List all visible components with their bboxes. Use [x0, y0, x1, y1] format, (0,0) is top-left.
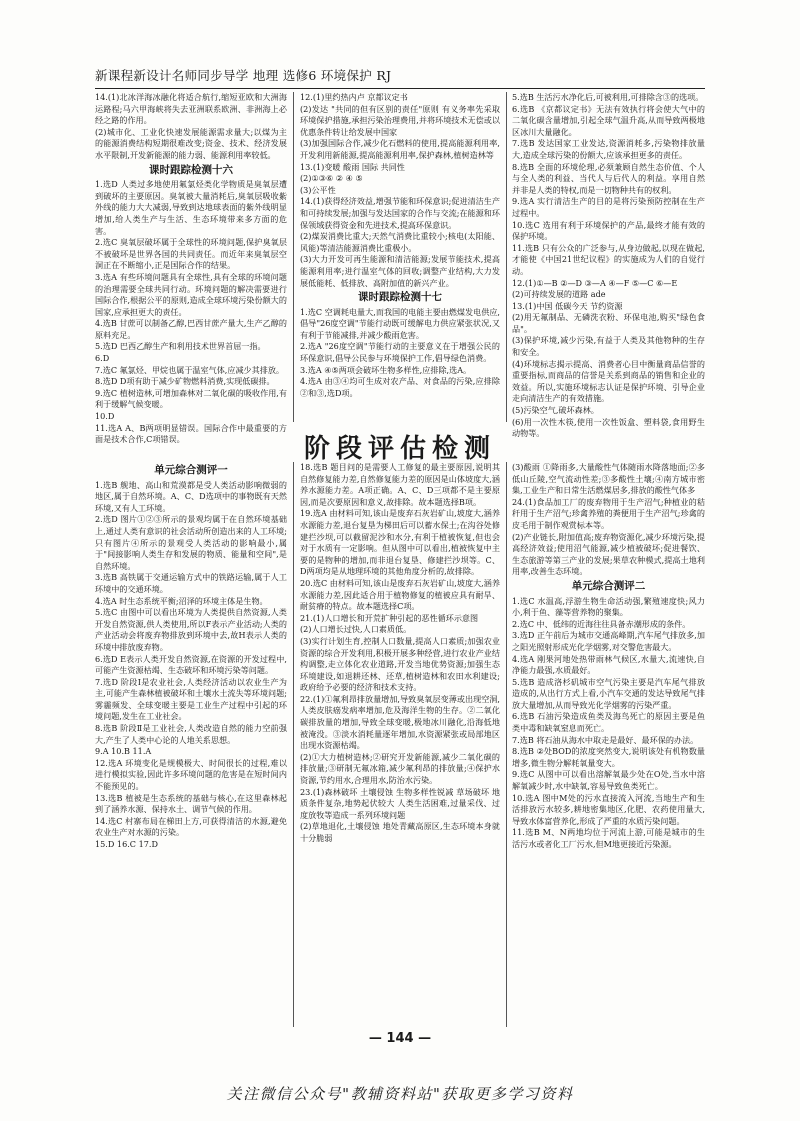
answer-item: 3.选B 高铁属于交通运输方式中的铁路运输,属于人工环境中的交通环境。 [95, 572, 287, 594]
answer-item: 11.选B M、N两地均位于河流上游,可能是城市的生活污水或者化工厂污水,但M地更接近污染源。 [512, 827, 705, 849]
answer-item: 14.选C 村寨布局在梯田上方,可获得清洁的水源,避免农业生产对水源的污染。 [95, 815, 287, 838]
answer-item: 14.(1)获得经济效益,增强节能和环保意识;促进清洁生产和可持续发展;加强与发达国家的合作与交流;在能源和环保领域获得资金和先进技术,提高环保意识。 [300, 196, 500, 230]
answer-item: 4.选A 刚果河地处热带雨林气候区,水量大,流速快,自净能力最强,水质最好。 [512, 653, 705, 676]
column-divider [293, 462, 294, 1027]
running-header: 新课程新设计名师同步导学 地理 选修6 环境保护 RJ [95, 66, 705, 89]
answer-item: (3)加强国际合作,减少化石燃料的使用,提高能源利用率,开发利用新能源,提高能源利用率,保护森林,植树造林等 [300, 138, 500, 160]
section-title: 阶段评估检测 [303, 434, 496, 464]
answer-item: 4.选A 时生态系统平衡;沼泽的环境主体是生物。 [95, 595, 268, 606]
answer-item: 3.选A 有些环境问题具有全球性,具有全球的环境问题的治理需要全球共同行动。环境问题的解决需要进行国际合作,根据公平的原则,造成全球环境污染份额大的国家,应承担更大的责任。 [95, 271, 287, 317]
answer-item: 5.选B 生活污水净化后,可被利用,可排除含③的选项。 [512, 92, 704, 102]
answer-item: 10.选C 选用有利于环境保护的产品,最终才能有效的保护环境。 [512, 219, 705, 242]
answer-item: 8.选B ②处BOD的浓度突然变大,说明该处有机物数量增多,微生物分解耗氧量变大。 [512, 746, 705, 768]
answer-item: (2)城市化、工业化快速发展能源需求量大;以煤为主的能源消费结构短期很难改变;资金、技术、经济发展水平限制,开发新能源的能力弱、能源利用率较低。 [95, 126, 287, 160]
answer-item: 5.选B 造成洛杉矶城市空气污染主要是汽车尾气排放造成的,从出行方式上看,小汽车交通的发达导致尾气排放大量增加,从而导致光化学烟雾的污染严重。 [512, 676, 705, 710]
answer-item: 2.选C 臭氧层破坏属于全球性的环境问题,保护臭氧层不被破坏是世界各国的共同责任。而近年来臭氧层空洞正在不断缩小,正是国际合作的结果。 [95, 237, 287, 271]
subsection-heading: 课时跟踪检测十六 [149, 163, 233, 176]
bottom-left-column [95, 462, 287, 1027]
answer-item: 2.选D 图片①②③所示的景观均属于在自然环境基础上,通过人类有意识的社会活动所创造出来的人工环境;只有图片④所示的景观受人类活动的影响最小,属于"间接影响人类生存和发展的物质、能量和空间",是自然环境。 [95, 514, 287, 571]
answer-item: 4.选A 由③④均可生成对农产品、对食品的污染,应排除②和③,选D项。 [300, 376, 500, 398]
answer-item: 13.选B 植被是生态系统的基础与核心,在这里森林起到了涵养水源、保持水土、调节气候的作用。 [95, 792, 287, 815]
answer-item: 10.D [95, 411, 115, 422]
answer-item: 15.D 16.C 17.D [95, 839, 158, 849]
top-middle-column [300, 92, 500, 422]
answer-item: 18.选B 题目问的是需要人工修复的最主要原因,说明其自然修复能力差,自然修复能力差的原因是山体坡度大,涵养水源能力差。A项正确。A、C、D三项都不是主要原因,而是次要原因和意义,故排除。故本题选择B项。 [300, 462, 500, 507]
answer-item: 9.选A 实行清洁生产的目的是将污染预防控制在生产过程中。 [512, 196, 705, 218]
subsection-heading: 单元综合测评一 [154, 464, 228, 476]
answer-item: 21.(1)人口增长和开荒扩种引起的恶性循环示意图 [300, 612, 479, 623]
answer-item: (2)发达 "共同的但有区别的责任"原则 有义务率先采取环境保护措施,承担污染治理费用,并将环境技术无偿或以优惠条件转让给发展中国家 [300, 103, 500, 137]
answer-item: 7.选B 将石油从海水中取走是最好、最环保的办法。 [512, 734, 699, 745]
answer-item: 24.(1)食品加工厂的废弃物用于生产沼气;种植业的秸秆用于生产沼气;珍禽养殖的粪便用于生产沼气;珍禽的皮毛用于制作观赏标本等。 [512, 496, 705, 530]
answer-item: 5.选C 由图中可以看出环境为人类提供自然资源,人类开发自然资源,供人类使用,所以F表示产业活动;人类的产业活动会将废弃物排放到环境中去,故H表示人类的环境中排放废弃物。 [95, 607, 287, 652]
answer-item: 7.选B 发达国家工业发达,资源消耗多,污染物排放量大,造成全球污染的份额大,应该承担更多的责任。 [512, 138, 705, 160]
answer-item: 9.选C 植树造林,可增加森林对二氧化碳的吸收作用,有利于缓解气候变暖。 [95, 387, 287, 410]
column-divider [293, 92, 294, 422]
answer-item: 1.选B 舰地、高山和荒漠都是受人类活动影响微弱的地区,属于自然环境。A、C、D选项中的事物既有天然环境,又有人工环境。 [95, 479, 287, 513]
answer-item: 12.选A 环境变化是规模极大、时间很长的过程,难以进行模拟实验,因此许多环境问题的危害是在短时间内不能预见的。 [95, 757, 287, 792]
answer-item: (2)煤炭消费比重大;天然气消费比重较小;核电(太阳能、风能)等清洁能源消费比重极小。 [300, 231, 500, 253]
answer-item: 1.选D 人类过多地使用氟氯烃类化学物质是臭氧层遭到破坏的主要原因。臭氧被大量消耗后,臭氧层吸收紫外线的能力大大减弱,导致到达地球表面的紫外线明显增加,给人类生产与生活、生态环境带来多方面的危害。 [95, 179, 287, 236]
page-number: — 144 — [368, 1031, 432, 1046]
answer-item: 11.选A A、B两项明显错误。国际合作中最重要的方面是技术合作,C项错误。 [95, 422, 287, 445]
answer-item: 23.(1)森林破坏 土壤侵蚀 生物多样性锐减 草场破坏 地质条件复杂,地势起伏较大 人类生活困难,过量采伐、过度放牧等造成一系列环境问题 [300, 786, 500, 820]
bottom-middle-column [300, 462, 500, 1027]
answer-item: (2)产业链长,附加值高;废弃物资源化,减少环境污染,提高经济效益;使用沼气能源,减少植被破坏;促进餐饮、生态旅游等第三产业的发展;果草农种模式,提高土地利用率,改善生态环境。 [512, 531, 705, 577]
answer-item: (4)环境标志揭示提高、消费者心目中衡量商品信誉的重要指标,而商品的信誉是关系到商品的销售和企业的效益。所以,实施环境标志认证是保护环境、引导企业走向清洁生产的有效措施。 [512, 358, 705, 404]
answer-item: (6)用一次性木筷,使用一次性饭盒、塑料袋,食用野生动物等。 [512, 416, 705, 439]
answer-item: 12.(1)①—B ②—D ③—A ④—F ⑤—C ⑥—E [512, 277, 678, 288]
answer-item: 3.选D 正午前后为城市交通高峰期,汽车尾气排放多,加之阳光照射形成光化学烟雾,对交警危害最大。 [512, 630, 705, 652]
answer-item: 2.选A "26度空调"节能行动的主要意义在于增强公民的环保意识,倡导公民参与环境保护工作,倡导绿色消费。 [300, 341, 500, 364]
answer-item: (2)可持续发展的道路 ade [512, 289, 606, 300]
answer-item: 8.选B 全面的环境伦理,必须兼顾自然生态价值、个人与全人类的利益、当代人与后代人的利益。享用自然并非是人类的特权,而是一切物种共有的权利。 [512, 161, 705, 195]
column-divider [506, 462, 507, 1027]
answer-item: 19.选A 由材料可知,该山是废弃石灰岩矿山,坡度大,涵养水源能力差,退台复垦为梯田后可以蓄水保土;在沟谷处修建拦沙坝,可以截留泥沙和水分,有利于植被恢复,但也会对于水质有一定影响。但从图中可以看出,植被恢复中主要的是物种的增加,而非退台复垦、修建拦沙坝等。C、D两项均是从地理环境的其他角度分析的,故排除。 [300, 508, 500, 577]
answer-item: (2)草地退化,土壤侵蚀 地处青藏高原区,生态环境本身就十分脆弱 [300, 821, 500, 843]
footer-note: 关注微信公众号"教辅资料站"获取更多学习资料 [226, 1085, 574, 1103]
answer-item: 9.A 10.B 11.A [95, 746, 152, 757]
answer-item: 13.(1)中国 低碳今天 节约资源 [512, 300, 623, 311]
answer-item: 14.(1)北冰洋海冰融化将适合航行,缩短亚欧和大洲海运路程;马六甲海峡将失去亚洲联系欧洲、非洲海上必经之路的作用。 [95, 92, 287, 126]
answer-item: (2)①大力植树造林;②研究开发新能源,减少二氧化碳的排放量;③研制无氟冰箱,减少氟利昂的排放量;④保护水资源,节约用水,合理用水,防治水污染。 [300, 751, 500, 786]
answer-item: (2)用无氟制品、无磷洗衣粉、环保电池,购买"绿色食品"。 [512, 312, 705, 334]
answer-item: (3)公平性 [300, 184, 336, 195]
answer-item: 7.选C 氟氯烃、甲烷也属于温室气体,应减少其排放。 [95, 364, 285, 375]
answer-item: (5)污染空气,破坏森林。 [512, 405, 599, 416]
answer-item: 6.选D E表示人类开发自然资源,在资源的开发过程中,可能产生资源枯竭、生态破坏和环境污染等问题。 [95, 653, 287, 676]
answer-item: 1.选C 水温高,浮游生物生命活动强,繁殖速度快;风力小,利于鱼、藻等营养物的聚集。 [512, 595, 705, 618]
answer-item: 13.(1)变暖 酸雨 国际 共同性 [300, 161, 405, 172]
top-left-column [95, 92, 287, 445]
answer-item: 12.(1)里约热内卢 京都议定书 [300, 92, 408, 102]
answer-item: 7.选D 阶段Ⅰ是农业社会,人类经济活动以农业生产为主,可能产生森林植被破坏和土壤水土流失等环境问题;雾霾频发、全球变暖主要是工业生产过程中引起的环境问题,发生在工业社会。 [95, 676, 287, 722]
answer-item: 10.选A 图中M处的污水直接流入河流,当地生产和生活排放污水较多,耕地密集地区,化肥、农药使用量大,导致水体富营养化,形成了严重的水质污染问题。 [512, 792, 705, 826]
answer-item: 5.选D 巴西乙醇生产和利用技术世界首屈一指。 [95, 341, 266, 352]
answer-item: (3)大力开发可再生能源和清洁能源;发展节能技术,提高能源利用率;进行温室气体的回收;调整产业结构,大力发展低能耗、低排放、高附加值的新兴产业。 [300, 254, 500, 288]
subsection-heading: 课时跟踪检测十七 [358, 291, 442, 304]
answer-item: 6.D [95, 353, 110, 364]
answer-item: 22.(1)①氟利昂排放量增加,导致臭氧层变薄或出现空洞,人类皮肤癌发病率增加,危及海洋生物的生存。②二氧化碳排放量的增加,导致全球变暖,极地冰川融化,沿海低地被淹没。③淡水消耗量逐年增加,水资源紧张或局部地区出现水资源枯竭。 [300, 693, 500, 751]
answer-item: (3)实行计划生育,控制人口数量,提高人口素质;加强农业资源的综合开发利用,积极开展多种经营,进行农业产业结构调整,走立体化农业道路,开发当地优势资源;加强生态环境建设,如退耕还林、还草,植树造林和农田水利建设;政府给予必要的经济和技术支持。 [300, 635, 500, 693]
answer-item: 6.选B 石油污染造成鱼类及海鸟死亡的原因主要是鱼类中毒和缺氧窒息而死亡。 [512, 711, 705, 734]
answer-item: 6.选B 《京都议定书》无法有效执行将会使大气中的二氧化碳含量增加,引起全球气温升高,从而导致两极地区冰川大量融化。 [512, 103, 705, 137]
answer-item: 2.选C 中、低纬的近海往往具备赤潮形成的条件。 [512, 618, 691, 629]
answer-item: (3)保护环境,减少污染,有益于人类及其他物种的生存和安全。 [512, 335, 705, 358]
answer-item: 8.选B 阶段Ⅱ是工业社会,人类改造自然的能力空前强大,产生了人类中心论的人地关系思想。 [95, 723, 287, 745]
bottom-right-column [512, 462, 705, 1027]
answer-item: 4.选B 甘蔗可以制备乙醇,巴西甘蔗产量大,生产乙醇的原料充足。 [95, 318, 287, 340]
column-divider [506, 92, 507, 422]
answer-item: 20.选C 由材料可知,该山是废弃石灰岩矿山,坡度大,涵养水源能力差,因此适合用于植物修复的植被应具有耐旱、耐贫瘠的特点。故本题选择C项。 [300, 577, 500, 612]
answer-item: 1.选C 空调耗电量大,而我国的电能主要由燃煤发电供应,倡导"26度空调"节能行动既可缓解电力供应紧张状况,又有利于节能减排,并减少酸雨危害。 [300, 306, 500, 340]
answer-item: 3.选A ④⑤两项会破坏生物多样性,应排除,选A。 [300, 364, 472, 375]
answer-item: 9.选C 从图中可以看出溶解氧最少处在O处,当水中溶解氧减少时,水中缺氧,容易导致鱼类死亡。 [512, 769, 705, 792]
answer-item: 11.选B 只有公众的广泛参与,从身边做起,以现在做起,才能使《中国21世纪议程》的实施成为人们的自觉行动。 [512, 242, 705, 276]
answer-item: (2)①③⑥ ② ④ ⑤ [300, 173, 363, 184]
top-right-column [512, 92, 705, 439]
subsection-heading: 单元综合测评二 [571, 579, 646, 592]
answer-item: (3)酸雨 ①降雨多,大量酸性气体随雨水降落地面;②多低山丘陵,空气流动性差;③多酸性土壤;④南方城市密集,工业生产和日常生活燃煤居多,排放的酸性气体多 [512, 462, 705, 496]
answer-item: 8.选D D项有助于减少矿物燃料消费,实现低碳排。 [95, 376, 275, 387]
answer-item: (2)人口增长过快,人口素质低。 [300, 624, 412, 635]
